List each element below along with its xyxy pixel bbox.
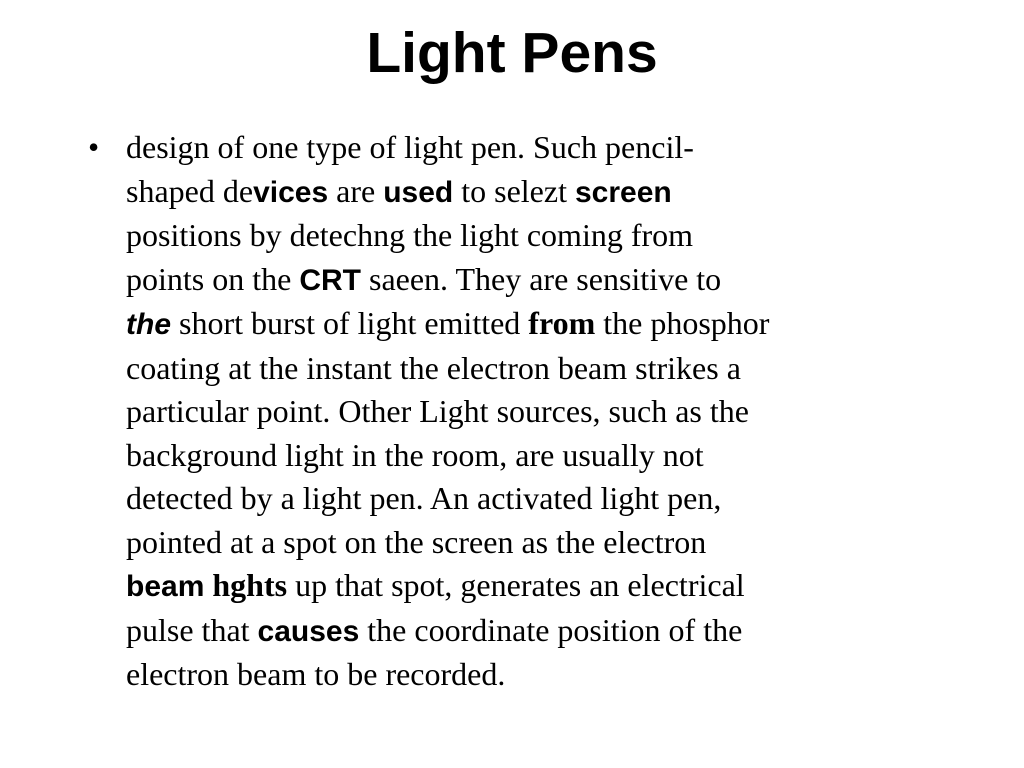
text-run: to selezt xyxy=(453,172,575,209)
paragraph-line xyxy=(126,390,946,434)
text-run: hghts xyxy=(212,567,288,603)
text-run: the phosphor xyxy=(595,305,770,341)
text-run: design of one type of light pen. Such pencil- xyxy=(126,129,694,165)
text-run: background light in the room, are usually not xyxy=(126,436,704,473)
text-run: particular point. Other Light sources, such as the xyxy=(126,393,749,429)
paragraph-line xyxy=(126,214,946,258)
paragraph-line xyxy=(126,347,946,391)
text-run: saeen. They are sensitive to xyxy=(360,260,722,297)
text-run: used xyxy=(383,175,454,209)
text-run: CRT xyxy=(299,263,361,297)
bullet-paragraph xyxy=(126,126,946,697)
text-run: are xyxy=(328,172,384,209)
paragraph-line xyxy=(126,170,946,215)
slide-title: Light Pens xyxy=(366,21,658,85)
text-run: coating at the instant the electron beam strikes a xyxy=(126,349,741,386)
paragraph-line xyxy=(126,521,946,565)
text-run: positions by detechng the light coming from xyxy=(126,217,694,253)
paragraph-line xyxy=(126,434,946,478)
text-run: up that spot, generates an electrical xyxy=(287,567,745,603)
paragraph-line xyxy=(126,302,946,347)
text-run: screen xyxy=(574,175,672,209)
text-run: shaped de xyxy=(126,172,254,209)
text-run: beam xyxy=(126,570,205,603)
text-run: vices xyxy=(253,175,329,209)
text-run: pulse that xyxy=(126,611,258,648)
paragraph-line xyxy=(126,126,946,170)
paragraph-line xyxy=(126,653,946,697)
bullet-marker: • xyxy=(88,129,100,165)
paragraph-line xyxy=(126,564,946,609)
text-run: detected by a light pen. An activated light pen, xyxy=(126,480,722,516)
text-run: electron beam to be recorded. xyxy=(126,656,506,692)
text-run: short burst of light emitted xyxy=(171,305,529,341)
paragraph-line xyxy=(126,609,946,654)
text-run: the coordinate position of the xyxy=(359,611,743,648)
text-run: the xyxy=(126,308,171,341)
text-run: causes xyxy=(257,614,360,648)
text-run: from xyxy=(528,305,596,341)
text-run: points on the xyxy=(126,260,300,297)
paragraph-line xyxy=(126,258,946,303)
paragraph-line xyxy=(126,477,946,521)
text-run: pointed at a spot on the screen as the electron xyxy=(126,523,707,560)
